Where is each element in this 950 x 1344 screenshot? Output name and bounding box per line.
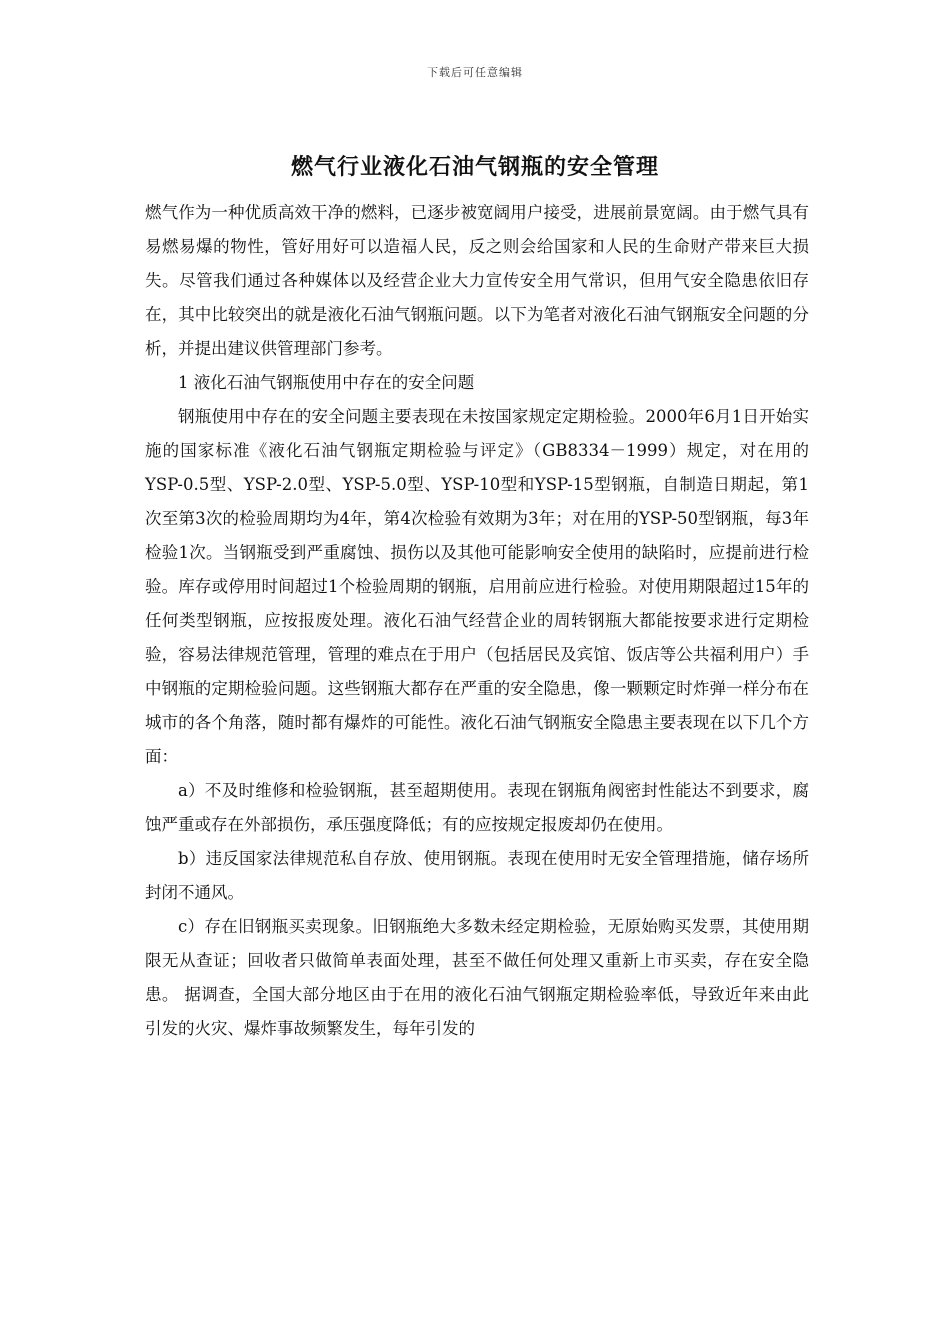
- header-note: 下载后可任意编辑: [427, 66, 523, 79]
- section-heading: 1 液化石油气钢瓶使用中存在的安全问题: [178, 373, 475, 392]
- document-body: [145, 196, 809, 1046]
- intro-paragraph: 燃气作为一种优质高效干净的燃料，已逐步被宽阔用户接受，进展前景宽阔。由于燃气具有易燃易爆的物性，管好用好可以造福人民，反之则会给国家和人民的生命财产带来巨大损失。尽管我们通过各种媒体以及经营企业大力宣传安全用气常识，但用气安全隐患依旧存在，其中比较突出的就是液化石油气钢瓶问题。以下为笔者对液化石油气钢瓶安全问题的分析，并提出建议供管理部门参考。: [145, 203, 809, 358]
- list-item-c: c）存在旧钢瓶买卖现象。旧钢瓶绝大多数未经定期检验，无原始购买发票，其使用期限无从查证；回收者只做简单表面处理，甚至不做任何处理又重新上市买卖，存在安全隐患。 据调查，全国大部分地区由于在用的液化石油气钢瓶定期检验率低，导致近年来由此引发的火灾、爆炸事故频繁发生，每年引发的: [145, 917, 809, 1038]
- list-item-b: b）违反国家法律规范私自存放、使用钢瓶。表现在使用时无安全管理措施，储存场所封闭不通风。: [145, 849, 809, 902]
- list-item-a: a）不及时维修和检验钢瓶，甚至超期使用。表现在钢瓶角阀密封性能达不到要求，腐蚀严重或存在外部损伤，承压强度降低；有的应按规定报废却仍在使用。: [145, 781, 809, 834]
- document-title: 燃气行业液化石油气钢瓶的安全管理: [290, 154, 659, 180]
- body-paragraph: 钢瓶使用中存在的安全问题主要表现在未按国家规定定期检验。2000年6月1日开始实施的国家标准《液化石油气钢瓶定期检验与评定》（GB8334－1999）规定，对在用的YSP-0.5型、YSP-2.0型、YSP-5.0型、YSP-10型和YSP-15型钢瓶，自制造日期起，第1次至第3次的检验周期均为4年，第4次检验有效期为3年；对在用的YSP-50型钢瓶，每3年检验1次。当钢瓶受到严重腐蚀、损伤以及其他可能影响安全使用的缺陷时，应提前进行检验。库存或停用时间超过1个检验周期的钢瓶，启用前应进行检验。对使用期限超过15年的任何类型钢瓶，应按报废处理。液化石油气经营企业的周转钢瓶大都能按要求进行定期检验，容易法律规范管理，管理的难点在于用户（包括居民及宾馆、饭店等公共福利用户）手中钢瓶的定期检验问题。这些钢瓶大都存在严重的安全隐患，像一颗颗定时炸弹一样分布在城市的各个角落，随时都有爆炸的可能性。液化石油气钢瓶安全隐患主要表现在以下几个方面：: [145, 407, 809, 766]
